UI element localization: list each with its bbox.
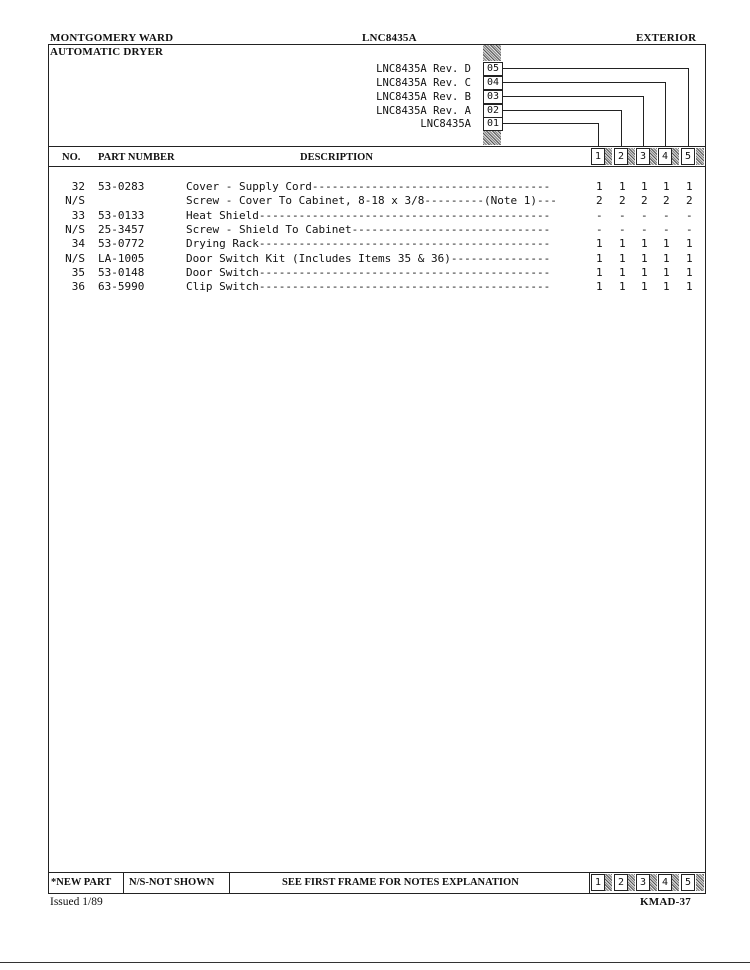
- part-description: Heat Shield--------------------------------------------: [186, 208, 551, 222]
- item-number: 33: [71, 208, 85, 222]
- table-row: [0, 280, 750, 294]
- quantity-col-3: 1: [641, 180, 648, 193]
- quantity-col-2: 2: [619, 194, 626, 208]
- part-number: 53-0148: [98, 265, 145, 279]
- footer-column-5: 5: [681, 874, 695, 891]
- quantity-col-2: 1: [619, 237, 626, 251]
- item-number: 34: [71, 237, 85, 251]
- table-row: [0, 223, 750, 237]
- issued-date: Issued 1/89: [50, 896, 103, 908]
- quantity-col-2: -: [619, 208, 626, 222]
- footer-column-2: 2: [614, 874, 628, 891]
- table-row: [0, 237, 750, 251]
- table-row: [0, 209, 750, 223]
- table-row: [0, 194, 750, 208]
- quantity-col-2: -: [619, 222, 626, 236]
- revision-code-box: 05: [483, 62, 503, 76]
- bracket-horizontal: [503, 82, 665, 83]
- quantity-col-4: 1: [663, 237, 670, 251]
- footer-column-4: 4: [658, 874, 672, 891]
- quantity-col-3: -: [641, 222, 648, 236]
- page-bottom-rule: [0, 962, 750, 963]
- quantity-col-4: 1: [663, 280, 670, 294]
- revision-label: LNC8435A Rev. A: [376, 105, 471, 117]
- quantity-col-4: 1: [663, 251, 670, 265]
- revision-code-box: 04: [483, 76, 503, 90]
- quantity-col-1: -: [596, 222, 603, 236]
- bracket-horizontal: [503, 110, 621, 111]
- table-row: [0, 266, 750, 280]
- revision-speckle-top: [483, 45, 501, 61]
- part-number: 25-3457: [98, 222, 145, 236]
- bracket-vertical: [598, 123, 599, 146]
- quantity-col-2: 1: [619, 265, 626, 279]
- quantity-col-3: 1: [641, 265, 648, 279]
- footer-column-separator: [605, 874, 612, 891]
- frame-right: [705, 44, 706, 894]
- part-number: 53-0133: [98, 208, 145, 222]
- part-description: Door Switch--------------------------------------------: [186, 265, 551, 279]
- part-description: Screw - Shield To Cabinet------------------------------: [186, 222, 551, 236]
- footer-divider-1: [123, 872, 124, 893]
- header-row-bottom: [48, 166, 706, 167]
- header-column-1: 1: [591, 148, 605, 165]
- item-number: 35: [71, 265, 85, 279]
- col-no-header: NO.: [62, 152, 81, 163]
- brand-name: MONTGOMERY WARD: [50, 32, 174, 44]
- quantity-col-5: 1: [686, 180, 693, 193]
- header-column-separator: [650, 148, 657, 165]
- footer-column-3: 3: [636, 874, 650, 891]
- product-title: AUTOMATIC DRYER: [50, 46, 164, 58]
- part-number: 53-0772: [98, 237, 145, 251]
- page-code: KMAD-37: [640, 896, 691, 908]
- header-row-top: [48, 146, 706, 147]
- quantity-col-5: 1: [686, 265, 693, 279]
- part-description: Screw - Cover To Cabinet, 8-18 x 3/8---------(Note 1)---: [186, 194, 557, 208]
- bracket-vertical: [665, 82, 666, 146]
- revision-label: LNC8435A Rev. C: [376, 77, 471, 89]
- quantity-col-5: -: [686, 222, 693, 236]
- bracket-horizontal: [503, 123, 598, 124]
- notes-explanation: SEE FIRST FRAME FOR NOTES EXPLANATION: [282, 877, 519, 888]
- footer-divider-3: [589, 872, 590, 893]
- part-description: Clip Switch--------------------------------------------: [186, 280, 551, 294]
- revision-speckle-bottom: [483, 131, 501, 145]
- col-desc-header: DESCRIPTION: [300, 152, 373, 163]
- col-part-header: PART NUMBER: [98, 152, 175, 163]
- part-number: LA-1005: [98, 251, 145, 265]
- quantity-col-3: -: [641, 208, 648, 222]
- item-number: N/S: [65, 222, 85, 236]
- part-number: 63-5990: [98, 280, 145, 294]
- header-column-separator: [672, 148, 679, 165]
- quantity-col-5: -: [686, 208, 693, 222]
- bracket-vertical: [688, 68, 689, 146]
- header-column-separator: [696, 148, 704, 165]
- bracket-horizontal: [503, 96, 643, 97]
- quantity-col-4: 2: [663, 194, 670, 208]
- quantity-col-5: 1: [686, 251, 693, 265]
- bracket-vertical: [643, 96, 644, 146]
- part-number: 53-0283: [98, 180, 145, 193]
- quantity-col-3: 2: [641, 194, 648, 208]
- revision-code-box: 02: [483, 104, 503, 118]
- item-number: 36: [71, 280, 85, 294]
- item-number: 32: [71, 180, 85, 193]
- footer-divider-2: [229, 872, 230, 893]
- bracket-horizontal: [503, 68, 688, 69]
- header-column-4: 4: [658, 148, 672, 165]
- footer-column-separator: [628, 874, 635, 891]
- quantity-col-4: -: [663, 208, 670, 222]
- quantity-col-3: 1: [641, 237, 648, 251]
- revision-label: LNC8435A: [420, 118, 471, 130]
- footer-column-separator: [672, 874, 679, 891]
- quantity-col-2: 1: [619, 180, 626, 193]
- part-description: Drying Rack--------------------------------------------: [186, 237, 551, 251]
- table-row: [0, 180, 750, 194]
- section-name: EXTERIOR: [636, 32, 697, 44]
- header-column-separator: [628, 148, 635, 165]
- new-part-legend: *NEW PART: [51, 877, 112, 888]
- footer-column-1: 1: [591, 874, 605, 891]
- part-description: Door Switch Kit (Includes Items 35 & 36)---------------: [186, 251, 551, 265]
- quantity-col-2: 1: [619, 251, 626, 265]
- quantity-col-1: 1: [596, 180, 603, 193]
- footer-row-top: [48, 872, 706, 873]
- quantity-col-4: 1: [663, 180, 670, 193]
- model-number: LNC8435A: [362, 32, 417, 44]
- frame-bottom: [48, 893, 706, 894]
- part-description: Cover - Supply Cord------------------------------------: [186, 180, 551, 193]
- revision-label: LNC8435A Rev. D: [376, 63, 471, 75]
- table-row: [0, 252, 750, 266]
- quantity-col-2: 1: [619, 280, 626, 294]
- header-column-5: 5: [681, 148, 695, 165]
- quantity-col-5: 2: [686, 194, 693, 208]
- quantity-col-1: 1: [596, 265, 603, 279]
- quantity-col-1: 1: [596, 280, 603, 294]
- frame-left: [48, 44, 49, 894]
- revision-code-box: 03: [483, 90, 503, 104]
- revision-code-box: 01: [483, 117, 503, 131]
- quantity-col-1: 1: [596, 237, 603, 251]
- quantity-col-1: 2: [596, 194, 603, 208]
- quantity-col-4: 1: [663, 265, 670, 279]
- quantity-col-1: -: [596, 208, 603, 222]
- not-shown-legend: N/S-NOT SHOWN: [129, 877, 215, 888]
- quantity-col-3: 1: [641, 280, 648, 294]
- item-number: N/S: [65, 251, 85, 265]
- quantity-col-3: 1: [641, 251, 648, 265]
- footer-column-separator: [650, 874, 657, 891]
- quantity-col-5: 1: [686, 237, 693, 251]
- quantity-col-4: -: [663, 222, 670, 236]
- header-column-separator: [605, 148, 612, 165]
- quantity-col-1: 1: [596, 251, 603, 265]
- bracket-vertical: [621, 110, 622, 146]
- quantity-col-5: 1: [686, 280, 693, 294]
- frame-top: [48, 44, 706, 45]
- header-column-2: 2: [614, 148, 628, 165]
- revision-label: LNC8435A Rev. B: [376, 91, 471, 103]
- header-column-3: 3: [636, 148, 650, 165]
- footer-column-separator: [696, 874, 704, 891]
- item-number: N/S: [65, 194, 85, 208]
